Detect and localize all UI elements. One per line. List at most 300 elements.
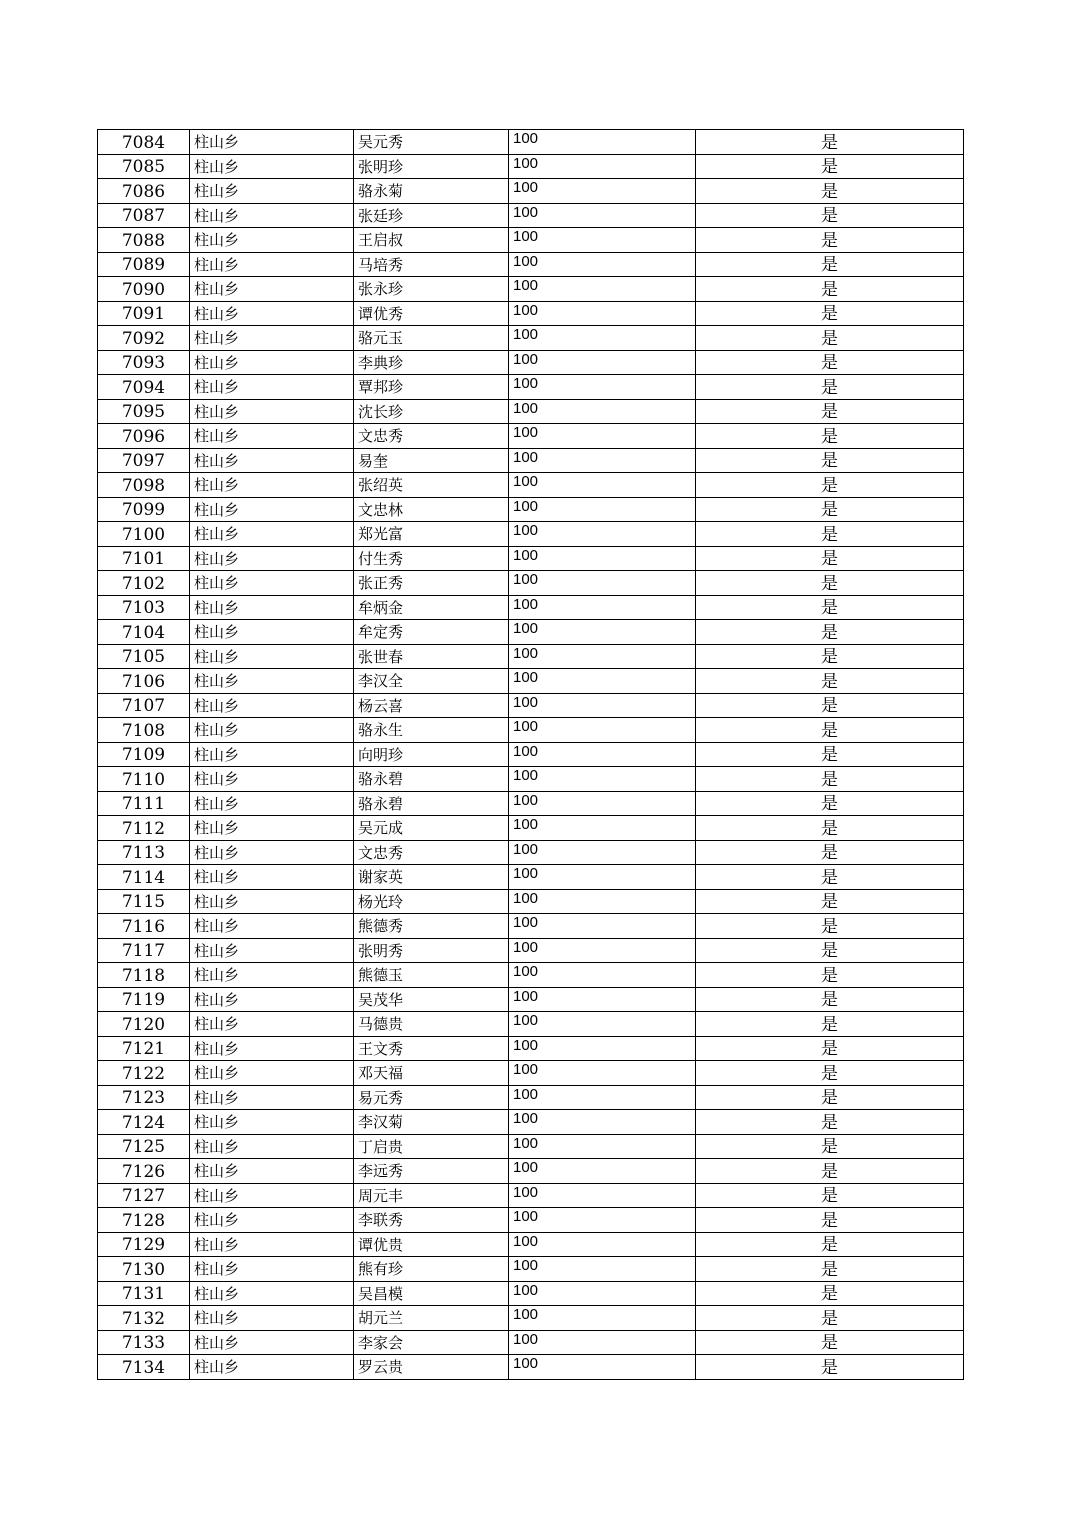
amount-cell: 100 [509,914,696,939]
status-flag-cell: 是 [696,1355,964,1380]
status-flag-cell: 是 [696,326,964,351]
row-number-cell: 7113 [98,840,190,865]
table-row [98,742,964,767]
status-flag-cell: 是 [696,963,964,988]
table-row [98,473,964,498]
row-number-cell: 7114 [98,865,190,890]
amount-cell: 100 [509,1159,696,1184]
table-row [98,1036,964,1061]
amount-cell: 100 [509,179,696,204]
township-cell: 柱山乡 [190,571,354,596]
status-flag-cell: 是 [696,522,964,547]
township-cell: 柱山乡 [190,840,354,865]
table-row [98,546,964,571]
table-row [98,1232,964,1257]
row-number-cell: 7089 [98,252,190,277]
table-body [98,130,964,1380]
status-flag-cell: 是 [696,816,964,841]
township-cell: 柱山乡 [190,669,354,694]
township-cell: 柱山乡 [190,130,354,155]
amount-cell: 100 [509,1012,696,1037]
row-number-cell: 7088 [98,228,190,253]
person-name-cell: 沈长珍 [354,399,509,424]
row-number-cell: 7117 [98,938,190,963]
table-row [98,1061,964,1086]
person-name-cell: 骆永碧 [354,767,509,792]
row-number-cell: 7118 [98,963,190,988]
row-number-cell: 7090 [98,277,190,302]
township-cell: 柱山乡 [190,448,354,473]
township-cell: 柱山乡 [190,620,354,645]
status-flag-cell: 是 [696,1061,964,1086]
amount-cell: 100 [509,375,696,400]
township-cell: 柱山乡 [190,1183,354,1208]
amount-cell: 100 [509,840,696,865]
township-cell: 柱山乡 [190,914,354,939]
person-name-cell: 骆永碧 [354,791,509,816]
row-number-cell: 7099 [98,497,190,522]
person-name-cell: 熊有珍 [354,1257,509,1282]
status-flag-cell: 是 [696,1281,964,1306]
status-flag-cell: 是 [696,424,964,449]
person-name-cell: 王文秀 [354,1036,509,1061]
person-name-cell: 易奎 [354,448,509,473]
person-name-cell: 丁启贵 [354,1134,509,1159]
amount-cell: 100 [509,154,696,179]
table-row [98,1134,964,1159]
status-flag-cell: 是 [696,1159,964,1184]
amount-cell: 100 [509,326,696,351]
township-cell: 柱山乡 [190,1134,354,1159]
table-row [98,791,964,816]
table-row [98,228,964,253]
table-row [98,1257,964,1282]
status-flag-cell: 是 [696,718,964,743]
table-row [98,1208,964,1233]
status-flag-cell: 是 [696,473,964,498]
person-name-cell: 马培秀 [354,252,509,277]
status-flag-cell: 是 [696,350,964,375]
status-flag-cell: 是 [696,840,964,865]
amount-cell: 100 [509,889,696,914]
township-cell: 柱山乡 [190,767,354,792]
person-name-cell: 谭优秀 [354,301,509,326]
amount-cell: 100 [509,1257,696,1282]
township-cell: 柱山乡 [190,595,354,620]
table-row [98,963,964,988]
amount-cell: 100 [509,1110,696,1135]
township-cell: 柱山乡 [190,693,354,718]
amount-cell: 100 [509,865,696,890]
row-number-cell: 7129 [98,1232,190,1257]
person-name-cell: 李汉菊 [354,1110,509,1135]
status-flag-cell: 是 [696,546,964,571]
status-flag-cell: 是 [696,693,964,718]
row-number-cell: 7123 [98,1085,190,1110]
amount-cell: 100 [509,718,696,743]
row-number-cell: 7102 [98,571,190,596]
person-name-cell: 文忠林 [354,497,509,522]
status-flag-cell: 是 [696,1183,964,1208]
table-row [98,1330,964,1355]
township-cell: 柱山乡 [190,816,354,841]
row-number-cell: 7092 [98,326,190,351]
status-flag-cell: 是 [696,301,964,326]
person-name-cell: 李家会 [354,1330,509,1355]
person-name-cell: 张永珍 [354,277,509,302]
table-row [98,987,964,1012]
status-flag-cell: 是 [696,228,964,253]
township-cell: 柱山乡 [190,179,354,204]
table-row [98,938,964,963]
status-flag-cell: 是 [696,791,964,816]
status-flag-cell: 是 [696,252,964,277]
amount-cell: 100 [509,767,696,792]
row-number-cell: 7125 [98,1134,190,1159]
amount-cell: 100 [509,963,696,988]
table-row [98,301,964,326]
status-flag-cell: 是 [696,203,964,228]
status-flag-cell: 是 [696,154,964,179]
row-number-cell: 7131 [98,1281,190,1306]
person-name-cell: 郑光富 [354,522,509,547]
row-number-cell: 7128 [98,1208,190,1233]
row-number-cell: 7096 [98,424,190,449]
status-flag-cell: 是 [696,571,964,596]
table-row [98,522,964,547]
person-name-cell: 张绍英 [354,473,509,498]
row-number-cell: 7126 [98,1159,190,1184]
table-row [98,179,964,204]
table-row [98,816,964,841]
table-row [98,571,964,596]
amount-cell: 100 [509,938,696,963]
person-name-cell: 周元丰 [354,1183,509,1208]
amount-cell: 100 [509,301,696,326]
table-row [98,1306,964,1331]
person-name-cell: 熊德秀 [354,914,509,939]
status-flag-cell: 是 [696,130,964,155]
row-number-cell: 7130 [98,1257,190,1282]
table-row [98,350,964,375]
amount-cell: 100 [509,350,696,375]
township-cell: 柱山乡 [190,1159,354,1184]
status-flag-cell: 是 [696,987,964,1012]
table-row [98,669,964,694]
table-row [98,154,964,179]
status-flag-cell: 是 [696,448,964,473]
status-flag-cell: 是 [696,1110,964,1135]
amount-cell: 100 [509,1183,696,1208]
township-cell: 柱山乡 [190,203,354,228]
table-row [98,620,964,645]
township-cell: 柱山乡 [190,938,354,963]
person-name-cell: 易元秀 [354,1085,509,1110]
row-number-cell: 7133 [98,1330,190,1355]
person-name-cell: 覃邦珍 [354,375,509,400]
table-row [98,1110,964,1135]
amount-cell: 100 [509,669,696,694]
status-flag-cell: 是 [696,914,964,939]
amount-cell: 100 [509,1281,696,1306]
status-flag-cell: 是 [696,742,964,767]
status-flag-cell: 是 [696,277,964,302]
row-number-cell: 7106 [98,669,190,694]
row-number-cell: 7093 [98,350,190,375]
row-number-cell: 7085 [98,154,190,179]
table-row [98,497,964,522]
status-flag-cell: 是 [696,375,964,400]
person-name-cell: 张廷珍 [354,203,509,228]
status-flag-cell: 是 [696,620,964,645]
amount-cell: 100 [509,693,696,718]
township-cell: 柱山乡 [190,277,354,302]
table-row [98,277,964,302]
amount-cell: 100 [509,1208,696,1233]
amount-cell: 100 [509,1085,696,1110]
row-number-cell: 7116 [98,914,190,939]
amount-cell: 100 [509,203,696,228]
amount-cell: 100 [509,424,696,449]
table-row [98,767,964,792]
person-name-cell: 张明珍 [354,154,509,179]
township-cell: 柱山乡 [190,497,354,522]
status-flag-cell: 是 [696,767,964,792]
person-name-cell: 吴元秀 [354,130,509,155]
status-flag-cell: 是 [696,399,964,424]
person-name-cell: 文忠秀 [354,840,509,865]
amount-cell: 100 [509,595,696,620]
amount-cell: 100 [509,277,696,302]
amount-cell: 100 [509,497,696,522]
row-number-cell: 7109 [98,742,190,767]
table-row [98,865,964,890]
table-row [98,693,964,718]
person-name-cell: 付生秀 [354,546,509,571]
township-cell: 柱山乡 [190,1208,354,1233]
township-cell: 柱山乡 [190,375,354,400]
row-number-cell: 7098 [98,473,190,498]
township-cell: 柱山乡 [190,252,354,277]
status-flag-cell: 是 [696,938,964,963]
status-flag-cell: 是 [696,669,964,694]
township-cell: 柱山乡 [190,1232,354,1257]
township-cell: 柱山乡 [190,1330,354,1355]
township-cell: 柱山乡 [190,301,354,326]
person-name-cell: 李典珍 [354,350,509,375]
amount-cell: 100 [509,448,696,473]
table-row [98,399,964,424]
person-name-cell: 杨云喜 [354,693,509,718]
person-name-cell: 李汉全 [354,669,509,694]
table-row [98,595,964,620]
row-number-cell: 7087 [98,203,190,228]
table-row [98,448,964,473]
status-flag-cell: 是 [696,179,964,204]
table-row [98,718,964,743]
amount-cell: 100 [509,1036,696,1061]
township-cell: 柱山乡 [190,228,354,253]
row-number-cell: 7120 [98,1012,190,1037]
row-number-cell: 7111 [98,791,190,816]
table-row [98,1355,964,1380]
status-flag-cell: 是 [696,644,964,669]
amount-cell: 100 [509,987,696,1012]
person-name-cell: 骆永生 [354,718,509,743]
person-name-cell: 李联秀 [354,1208,509,1233]
table-row [98,203,964,228]
person-name-cell: 牟炳金 [354,595,509,620]
township-cell: 柱山乡 [190,424,354,449]
row-number-cell: 7122 [98,1061,190,1086]
amount-cell: 100 [509,620,696,645]
status-flag-cell: 是 [696,1257,964,1282]
amount-cell: 100 [509,1232,696,1257]
row-number-cell: 7132 [98,1306,190,1331]
amount-cell: 100 [509,522,696,547]
amount-cell: 100 [509,473,696,498]
row-number-cell: 7095 [98,399,190,424]
row-number-cell: 7124 [98,1110,190,1135]
amount-cell: 100 [509,130,696,155]
township-cell: 柱山乡 [190,865,354,890]
person-name-cell: 向明珍 [354,742,509,767]
amount-cell: 100 [509,252,696,277]
township-cell: 柱山乡 [190,1306,354,1331]
row-number-cell: 7091 [98,301,190,326]
table-row [98,1012,964,1037]
township-cell: 柱山乡 [190,1012,354,1037]
row-number-cell: 7105 [98,644,190,669]
row-number-cell: 7121 [98,1036,190,1061]
township-cell: 柱山乡 [190,522,354,547]
person-name-cell: 张世春 [354,644,509,669]
row-number-cell: 7108 [98,718,190,743]
township-cell: 柱山乡 [190,963,354,988]
township-cell: 柱山乡 [190,718,354,743]
township-cell: 柱山乡 [190,473,354,498]
township-cell: 柱山乡 [190,399,354,424]
person-name-cell: 牟定秀 [354,620,509,645]
township-cell: 柱山乡 [190,889,354,914]
data-table [97,129,964,1380]
status-flag-cell: 是 [696,497,964,522]
row-number-cell: 7104 [98,620,190,645]
table-row [98,326,964,351]
person-name-cell: 杨光玲 [354,889,509,914]
township-cell: 柱山乡 [190,1061,354,1086]
township-cell: 柱山乡 [190,1281,354,1306]
status-flag-cell: 是 [696,889,964,914]
row-number-cell: 7103 [98,595,190,620]
person-name-cell: 文忠秀 [354,424,509,449]
township-cell: 柱山乡 [190,1110,354,1135]
table-row [98,889,964,914]
row-number-cell: 7100 [98,522,190,547]
amount-cell: 100 [509,399,696,424]
table-row [98,644,964,669]
row-number-cell: 7134 [98,1355,190,1380]
amount-cell: 100 [509,1330,696,1355]
row-number-cell: 7094 [98,375,190,400]
amount-cell: 100 [509,1355,696,1380]
amount-cell: 100 [509,546,696,571]
person-name-cell: 罗云贵 [354,1355,509,1380]
status-flag-cell: 是 [696,595,964,620]
status-flag-cell: 是 [696,865,964,890]
status-flag-cell: 是 [696,1330,964,1355]
status-flag-cell: 是 [696,1036,964,1061]
status-flag-cell: 是 [696,1012,964,1037]
table-row [98,1159,964,1184]
person-name-cell: 吴茂华 [354,987,509,1012]
row-number-cell: 7107 [98,693,190,718]
row-number-cell: 7110 [98,767,190,792]
person-name-cell: 李远秀 [354,1159,509,1184]
person-name-cell: 张正秀 [354,571,509,596]
township-cell: 柱山乡 [190,546,354,571]
amount-cell: 100 [509,644,696,669]
amount-cell: 100 [509,1134,696,1159]
table-row [98,130,964,155]
township-cell: 柱山乡 [190,1036,354,1061]
person-name-cell: 邓天福 [354,1061,509,1086]
row-number-cell: 7101 [98,546,190,571]
table-row [98,424,964,449]
person-name-cell: 胡元兰 [354,1306,509,1331]
row-number-cell: 7084 [98,130,190,155]
township-cell: 柱山乡 [190,791,354,816]
table-row [98,840,964,865]
person-name-cell: 熊德玉 [354,963,509,988]
status-flag-cell: 是 [696,1134,964,1159]
status-flag-cell: 是 [696,1085,964,1110]
table-row [98,1085,964,1110]
person-name-cell: 马德贵 [354,1012,509,1037]
person-name-cell: 吴昌模 [354,1281,509,1306]
amount-cell: 100 [509,571,696,596]
amount-cell: 100 [509,228,696,253]
amount-cell: 100 [509,816,696,841]
person-name-cell: 谢家英 [354,865,509,890]
township-cell: 柱山乡 [190,987,354,1012]
person-name-cell: 骆永菊 [354,179,509,204]
township-cell: 柱山乡 [190,350,354,375]
row-number-cell: 7127 [98,1183,190,1208]
status-flag-cell: 是 [696,1232,964,1257]
person-name-cell: 吴元成 [354,816,509,841]
amount-cell: 100 [509,1061,696,1086]
table-row [98,1281,964,1306]
table-row [98,914,964,939]
township-cell: 柱山乡 [190,1257,354,1282]
township-cell: 柱山乡 [190,154,354,179]
amount-cell: 100 [509,742,696,767]
township-cell: 柱山乡 [190,1355,354,1380]
row-number-cell: 7086 [98,179,190,204]
township-cell: 柱山乡 [190,326,354,351]
person-name-cell: 王启叔 [354,228,509,253]
person-name-cell: 骆元玉 [354,326,509,351]
row-number-cell: 7097 [98,448,190,473]
person-name-cell: 张明秀 [354,938,509,963]
table-row [98,252,964,277]
amount-cell: 100 [509,1306,696,1331]
status-flag-cell: 是 [696,1208,964,1233]
row-number-cell: 7119 [98,987,190,1012]
township-cell: 柱山乡 [190,742,354,767]
township-cell: 柱山乡 [190,1085,354,1110]
